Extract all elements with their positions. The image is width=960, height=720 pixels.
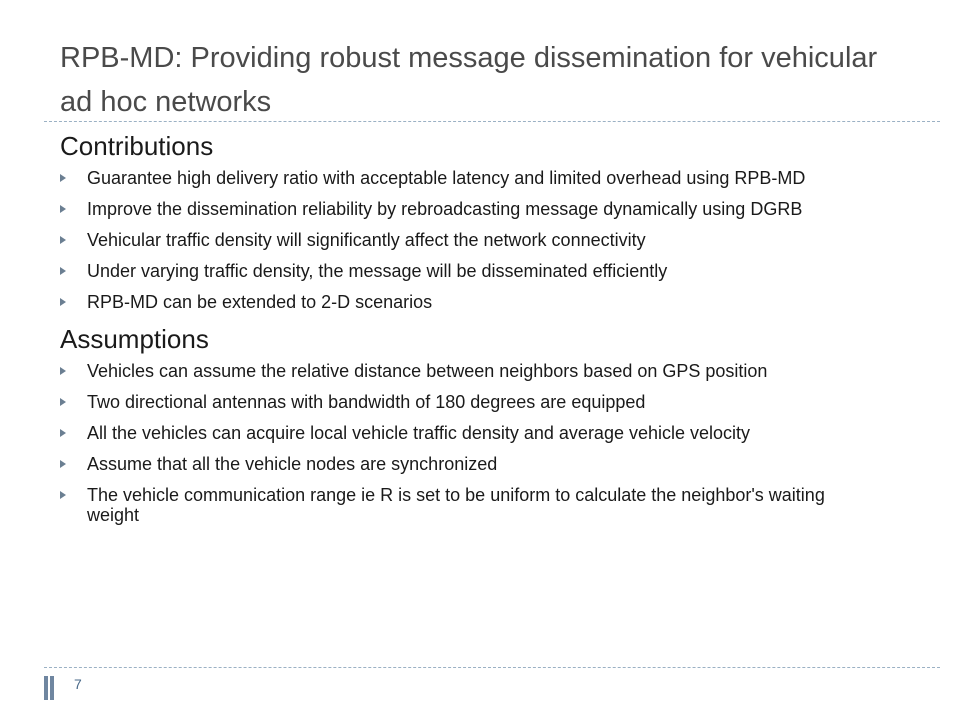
contribution-item: Under varying traffic density, the message will be disseminated efficiently (60, 261, 860, 281)
triangle-bullet-icon (60, 298, 66, 306)
contribution-item: Guarantee high delivery ratio with acceptable latency and limited overhead using RPB-MD (60, 168, 860, 188)
assumptions-heading: Assumptions (60, 324, 209, 354)
contribution-item: Vehicular traffic density will significantly affect the network connectivity (60, 230, 860, 250)
assumption-item: Assume that all the vehicle nodes are synchronized (60, 454, 860, 474)
triangle-bullet-icon (60, 491, 66, 499)
slide-content (60, 128, 860, 536)
triangle-bullet-icon (60, 236, 66, 244)
assumption-item: Vehicles can assume the relative distance between neighbors based on GPS position (60, 361, 860, 381)
triangle-bullet-icon (60, 205, 66, 213)
contributions-heading: Contributions (60, 131, 214, 161)
contribution-item: Improve the dissemination reliability by rebroadcasting message dynamically using DGRB (60, 199, 860, 219)
triangle-bullet-icon (60, 174, 66, 182)
footer-bar-icon (44, 676, 54, 700)
assumption-item: All the vehicles can acquire local vehicle traffic density and average vehicle velocity (60, 423, 860, 443)
contributions-list (60, 168, 860, 312)
assumption-item: The vehicle communication range ie R is set to be uniform to calculate the neighbor's waiting weight (60, 485, 860, 525)
triangle-bullet-icon (60, 267, 66, 275)
footer-divider (44, 667, 940, 668)
assumption-item: Two directional antennas with bandwidth of 180 degrees are equipped (60, 392, 860, 412)
page-number: 7 (74, 676, 82, 692)
triangle-bullet-icon (60, 398, 66, 406)
triangle-bullet-icon (60, 367, 66, 375)
assumptions-list (60, 361, 860, 525)
triangle-bullet-icon (60, 460, 66, 468)
contribution-item: RPB-MD can be extended to 2-D scenarios (60, 292, 860, 312)
slide-title: RPB-MD: Providing robust message dissemination for vehicular ad hoc networks (60, 42, 878, 118)
triangle-bullet-icon (60, 429, 66, 437)
title-divider (44, 121, 940, 122)
